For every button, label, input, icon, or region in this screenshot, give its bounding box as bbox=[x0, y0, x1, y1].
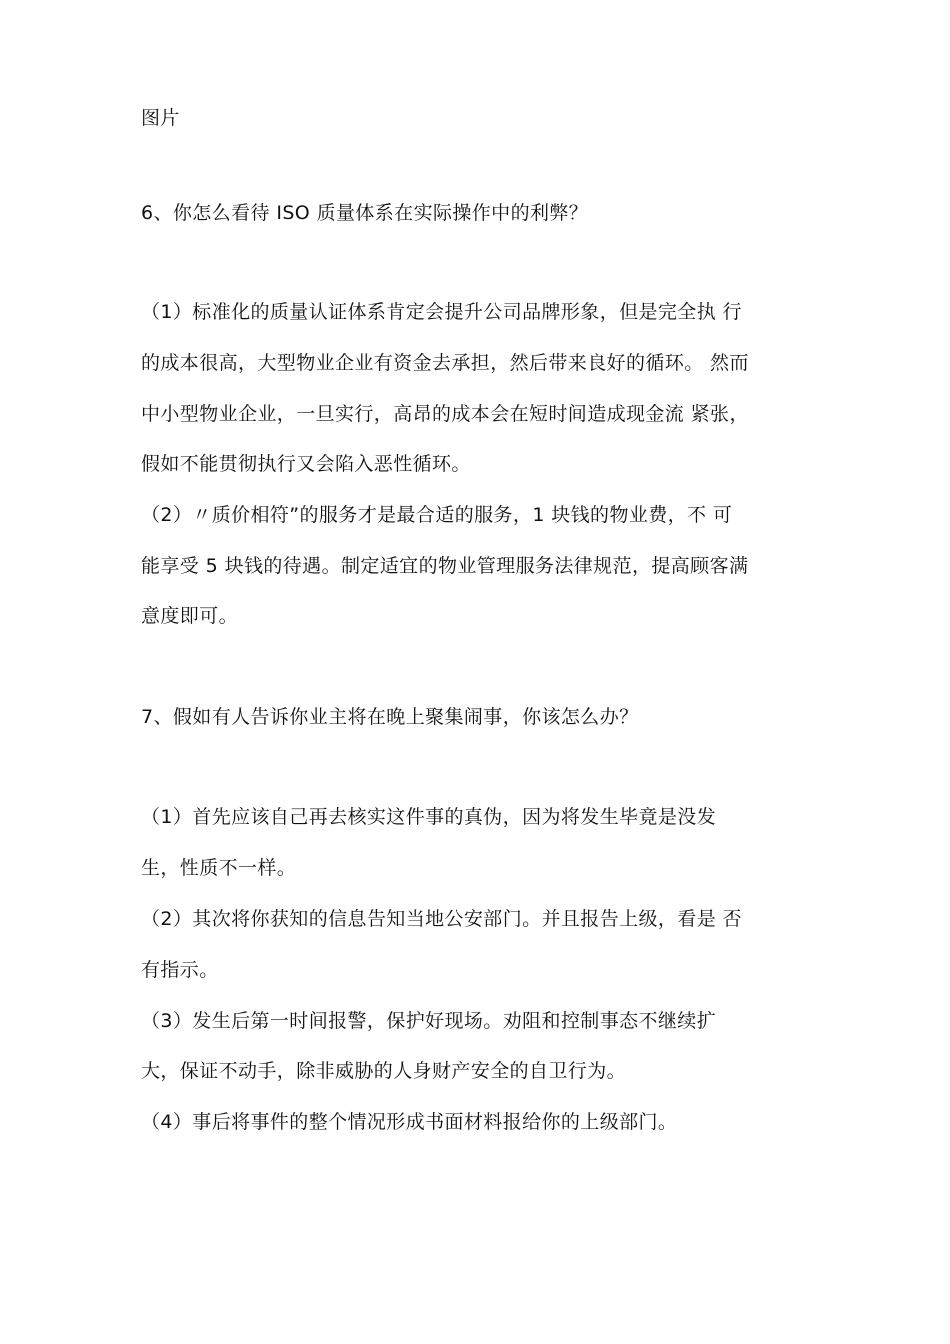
answer-7-text-line: 有指示。 bbox=[141, 959, 219, 981]
answer-6-text-line: （2）〃质价相符”的服务才是最合适的服务，1 块钱的物业费，不 可 bbox=[141, 504, 733, 526]
answer-7-text-line: 大，保证不动手，除非威胁的人身财产安全的自卫行为。 bbox=[141, 1060, 627, 1082]
answer-6-text-line: 的成本很高，大型物业企业有资金去承担，然后带来良好的循环。 然而 bbox=[141, 352, 749, 374]
answer-7-text-line: （4）事后将事件的整个情况形成书面材料报给你的上级部门。 bbox=[141, 1111, 678, 1133]
answer-6-text-line: 能享受 5 块钱的待遇。制定适宜的物业管理服务法律规范，提高顾客满 bbox=[141, 555, 749, 577]
answer-6-text-line: （1）标准化的质量认证体系肯定会提升公司品牌形象，但是完全执 行 bbox=[141, 301, 742, 323]
answer-7-text-line: （3）发生后第一时间报警，保护好现场。劝阻和控制事态不继续扩 bbox=[141, 1010, 717, 1032]
answer-7-text-line: （1）首先应该自己再去核实这件事的真伪，因为将发生毕竟是没发 bbox=[141, 806, 717, 828]
answer-6-text-line: 中小型物业企业，一旦实行，高昂的成本会在短时间造成现金流 紧张， bbox=[141, 403, 749, 425]
answer-7-text-line: （2）其次将你获知的信息告知当地公安部门。并且报告上级，看是 否 bbox=[141, 908, 742, 930]
image-caption: 图片 bbox=[141, 107, 180, 129]
question-6-heading: 6、你怎么看待 ISO 质量体系在实际操作中的利弊？ bbox=[141, 202, 589, 224]
answer-6-text-line: 假如不能贯彻执行又会陷入恶性循环。 bbox=[141, 453, 471, 475]
answer-6-text-line: 意度即可。 bbox=[141, 605, 239, 627]
question-7-heading: 7、假如有人告诉你业主将在晚上聚集闹事，你该怎么办？ bbox=[141, 706, 639, 728]
answer-7-text-line: 生，性质不一样。 bbox=[141, 857, 297, 879]
